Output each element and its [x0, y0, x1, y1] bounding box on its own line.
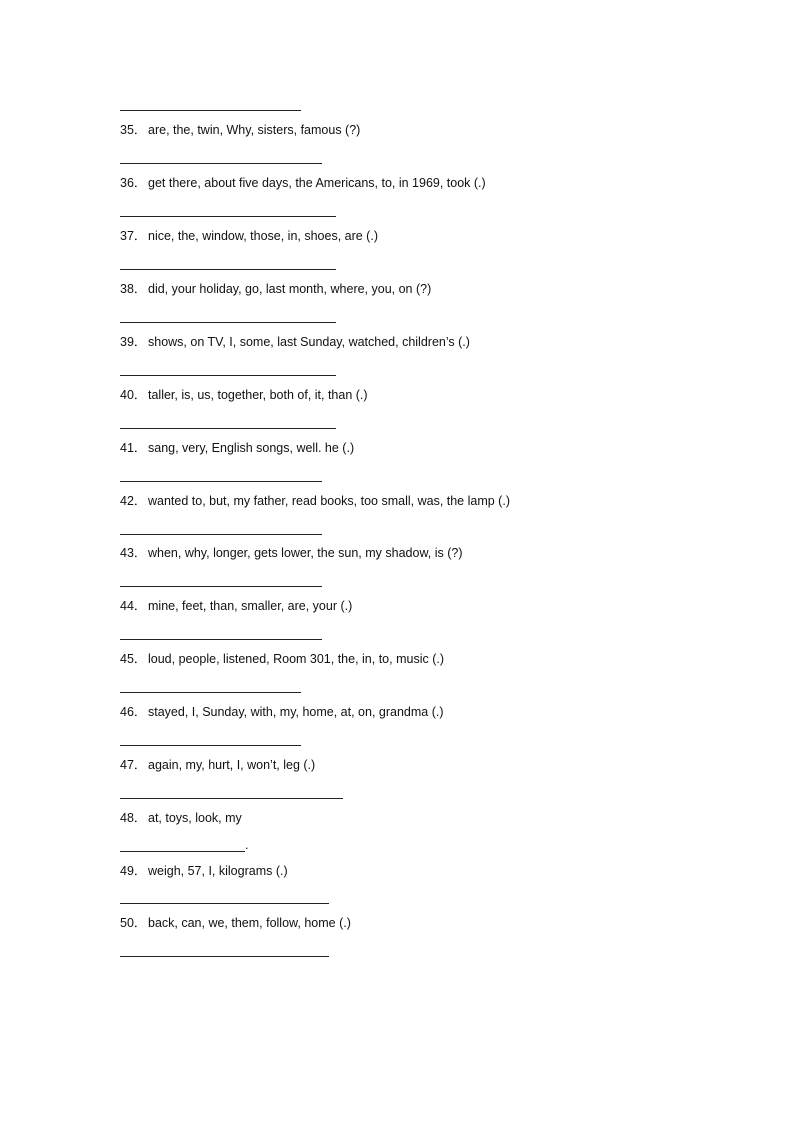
answer-line[interactable] [120, 692, 301, 693]
question-38 [120, 281, 431, 297]
question-text: shows, on TV, I, some, last Sunday, watched, children’s (.) [148, 335, 470, 349]
question-number: 37． [120, 229, 147, 243]
question-text: again, my, hurt, I, won’t, leg (.) [148, 758, 316, 772]
question-text: loud, people, listened, Room 301, the, in, to, music (.) [148, 652, 444, 666]
question-text: wanted to, but, my father, read books, too small, was, the lamp (.) [148, 494, 510, 508]
answer-line[interactable] [120, 481, 322, 482]
question-text: when, why, longer, gets lower, the sun, my shadow, is (?) [148, 546, 463, 560]
answer-line[interactable] [120, 534, 322, 535]
question-number: 38． [120, 282, 147, 296]
answer-line[interactable] [120, 798, 343, 799]
question-number: 45． [120, 652, 147, 666]
question-text: get there, about five days, the Americans, to, in 1969, took (.) [148, 176, 486, 190]
question-text: nice, the, window, those, in, shoes, are (.) [148, 229, 378, 243]
question-text: did, your holiday, go, last month, where, you, on (?) [148, 282, 432, 296]
question-50 [120, 915, 351, 931]
answer-line[interactable] [120, 851, 245, 852]
answer-line[interactable] [120, 269, 336, 270]
question-text: are, the, twin, Why, sisters, famous (?) [148, 123, 361, 137]
answer-line[interactable] [120, 322, 336, 323]
answer-line[interactable] [120, 903, 329, 904]
question-48 [120, 810, 242, 826]
answer-line[interactable] [120, 216, 336, 217]
answer-line[interactable] [120, 163, 322, 164]
answer-line[interactable] [120, 745, 301, 746]
question-number: 43． [120, 546, 147, 560]
answer-line[interactable] [120, 110, 301, 111]
answer-line[interactable] [120, 956, 329, 957]
question-number: 47． [120, 758, 147, 772]
question-41 [120, 440, 354, 456]
answer-period: . [245, 838, 249, 852]
question-45 [120, 651, 444, 667]
question-39 [120, 334, 470, 350]
question-number: 46． [120, 705, 147, 719]
question-35 [120, 122, 360, 138]
question-46 [120, 704, 444, 720]
question-text: back, can, we, them, follow, home (.) [148, 916, 351, 930]
question-number: 50． [120, 916, 147, 930]
question-number: 42． [120, 494, 147, 508]
answer-line[interactable] [120, 375, 336, 376]
question-37 [120, 228, 378, 244]
answer-line[interactable] [120, 586, 322, 587]
question-number: 40． [120, 388, 147, 402]
question-number: 39． [120, 335, 147, 349]
question-number: 49． [120, 864, 147, 878]
question-text: sang, very, English songs, well. he (.) [148, 441, 355, 455]
question-text: stayed, I, Sunday, with, my, home, at, on, grandma (.) [148, 705, 444, 719]
question-43 [120, 545, 463, 561]
answer-line[interactable] [120, 428, 336, 429]
question-40 [120, 387, 368, 403]
question-text: mine, feet, than, smaller, are, your (.) [148, 599, 353, 613]
question-text: weigh, 57, I, kilograms (.) [148, 864, 288, 878]
question-text: taller, is, us, together, both of, it, than (.) [148, 388, 368, 402]
question-47 [120, 757, 315, 773]
question-number: 36． [120, 176, 147, 190]
answer-line[interactable] [120, 639, 322, 640]
question-number: 48． [120, 811, 147, 825]
question-36 [120, 175, 486, 191]
question-49 [120, 863, 288, 879]
question-text: at, toys, look, my [148, 811, 242, 825]
question-42 [120, 493, 510, 509]
question-number: 41． [120, 441, 147, 455]
question-44 [120, 598, 352, 614]
question-number: 44． [120, 599, 147, 613]
question-number: 35． [120, 123, 147, 137]
